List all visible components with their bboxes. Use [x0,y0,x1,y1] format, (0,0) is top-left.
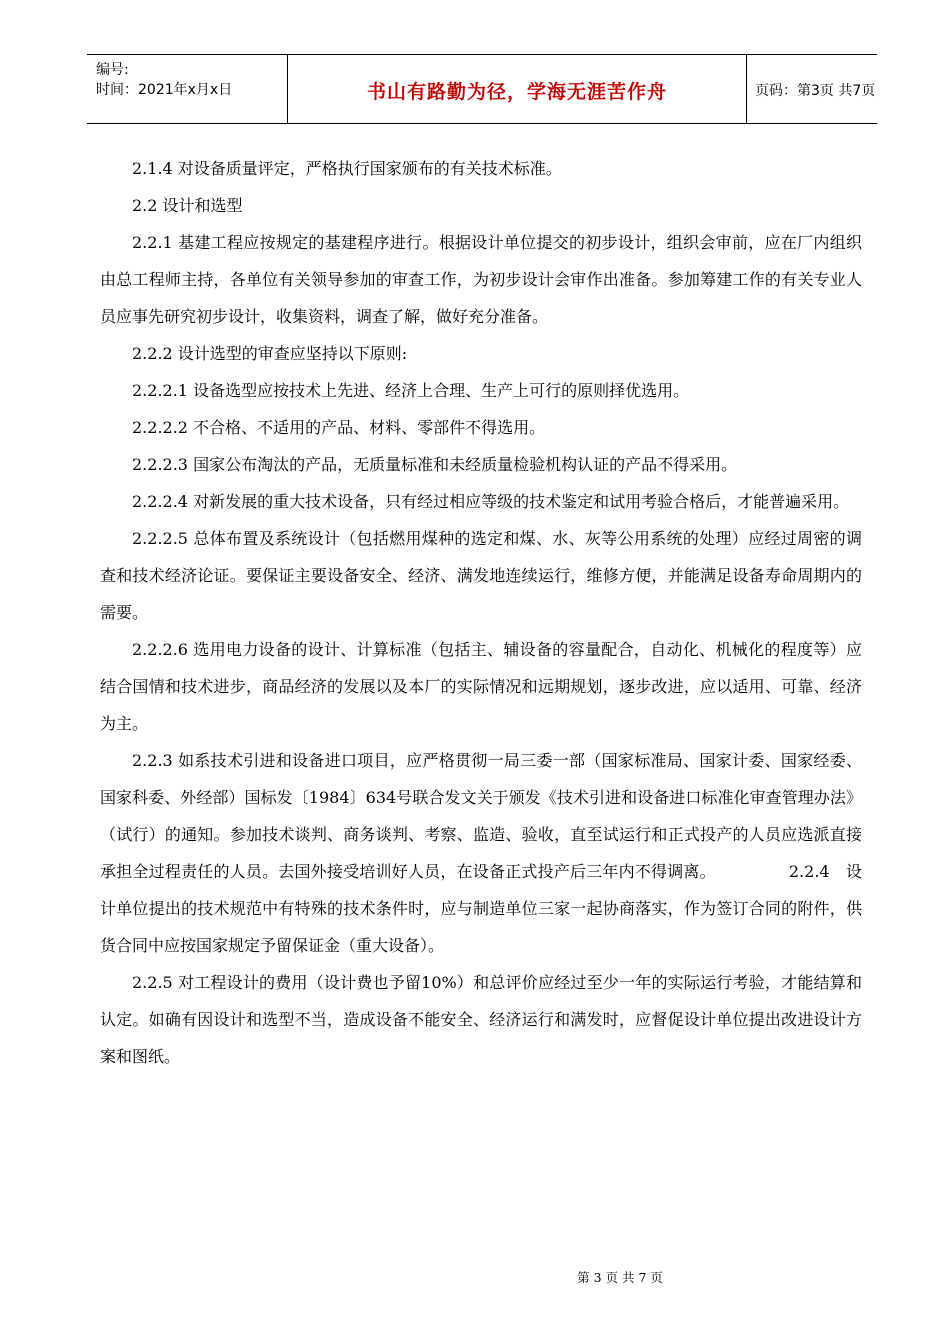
header-motto-cell [287,55,747,123]
paragraph: 2.2.2 设计选型的审查应坚持以下原则: [132,344,408,363]
paragraph: 2.2.2.4 对新发展的重大技术设备，只有经过相应等级的技术鉴定和试用考验合格后，才能普遍采用。 [132,492,850,511]
paragraph: 2.2.1 基建工程应按规定的基建程序进行。根据设计单位提交的初步设计，组织会审前，应在厂内组织由总工程师主持，各单位有关领导参加的审查工作，为初步设计会审作出准备。参加筹建工作的有关专业人员应事先研究初步设计，收集资料，调查了解，做好充分准备。 [100,233,862,326]
section-heading: 2.2 设计和选型 [132,196,243,215]
paragraph: 2.2.2.2 不合格、不适用的产品、材料、零部件不得选用。 [132,418,546,437]
paragraph: 2.2.5 对工程设计的费用（设计费也予留10%）和总评价应经过至少一年的实际运行考验，才能结算和认定。如确有因设计和选型不当，造成设备不能安全、经济运行和满发时，应督促设计单位提出改进设计方案和图纸。 [100,973,862,1066]
header-page-cell [747,55,877,123]
document-number-label: 编号: [96,62,129,78]
document-date: 时间：2021年x月x日 [96,82,233,98]
document-body [100,150,862,1075]
page-footer: 第 3 页 共 7 页 [577,1270,663,1285]
page-header [87,54,877,124]
paragraph: 2.2.3 如系技术引进和设备进口项目，应严格贯彻一局三委一部（国家标准局、国家计委、国家经委、国家科委、外经部）国标发〔1984〕634号联合发文关于颁发《技术引进和设备进口标准化审查管理办法》（试行）的通知。参加技术谈判、商务谈判、考察、监造、验收，直至试运行和正式投产的人员应选派直接承担全过程责任的人员。去国外接受培训好人员，在设备正式投产后三年内不得调离。 2.2.4 设计单位提出的技术规范中有特殊的技术条件时，应与制造单位三家一起协商落实，作为签订合同的附件，供货合同中应按国家规定予留保证金（重大设备）。 [100,751,862,955]
header-page-info: 页码：第3页 共7页 [755,83,876,99]
header-meta [87,55,287,123]
paragraph: 2.2.2.5 总体布置及系统设计（包括燃用煤种的选定和煤、水、灰等公用系统的处理）应经过周密的调查和技术经济论证。要保证主要设备安全、经济、满发地连续运行，维修方便，并能满足设备寿命周期内的需要。 [100,529,862,622]
paragraph: 2.2.2.6 选用电力设备的设计、计算标准（包括主、辅设备的容量配合，自动化、机械化的程度等）应结合国情和技术进步，商品经济的发展以及本厂的实际情况和远期规划，逐步改进，应以适用、可靠、经济为主。 [100,640,862,733]
header-motto: 书山有路勤为径，学海无涯苦作舟 [366,81,667,103]
paragraph: 2.1.4 对设备质量评定，严格执行国家颁布的有关技术标准。 [132,159,562,178]
paragraph: 2.2.2.1 设备选型应按技术上先进、经济上合理、生产上可行的原则择优选用。 [132,381,690,400]
paragraph: 2.2.2.3 国家公布淘汰的产品，无质量标准和未经质量检验机构认证的产品不得采用。 [132,455,738,474]
